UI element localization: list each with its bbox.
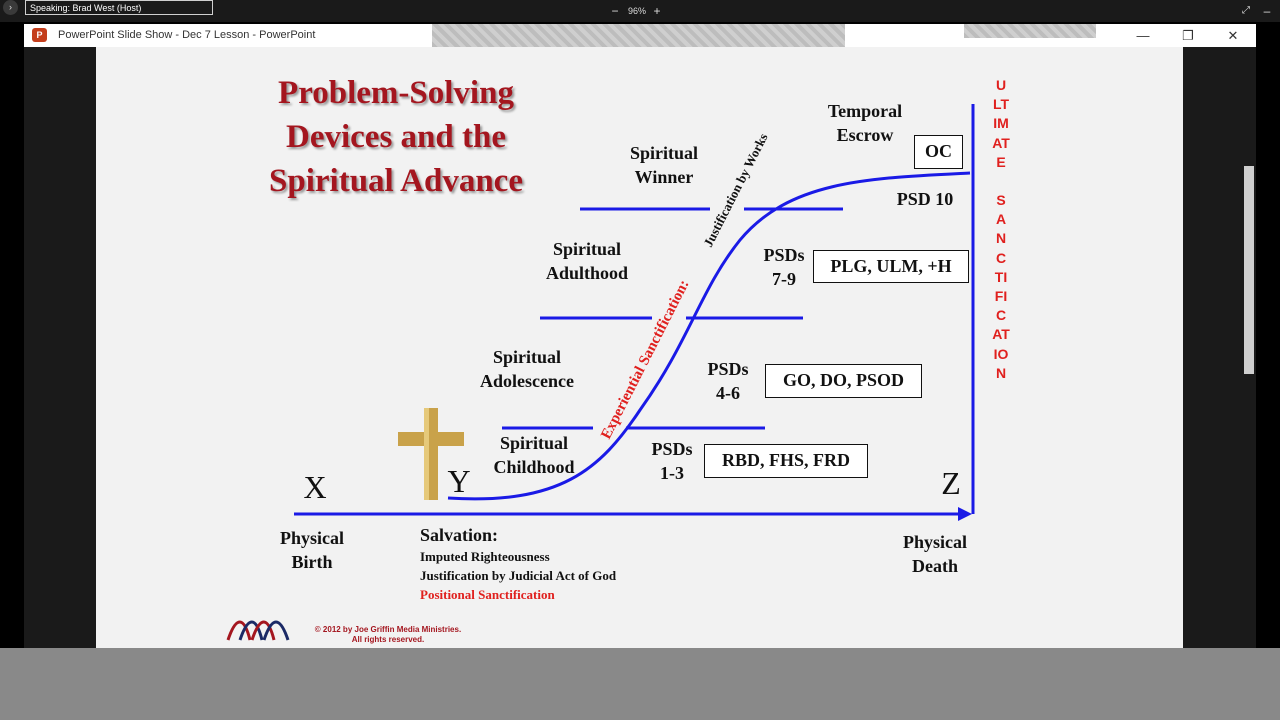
marker-y: Y [447, 463, 471, 499]
minimize-icon[interactable]: – [1263, 4, 1271, 18]
slide-title-line-2: Devices and the [286, 119, 506, 155]
marker-x: X [303, 469, 327, 505]
stage-adolescence-line-2: Adolescence [480, 371, 574, 391]
powerpoint-icon: P [32, 28, 47, 42]
copyright-notice [314, 625, 462, 645]
psd-box-4-6: GO, DO, PSOD [765, 364, 922, 398]
bottom-panel [0, 648, 1280, 720]
salvation-item-3: Positional Sanctification [420, 587, 555, 602]
psd-box-7-9: PLG, ULM, +H [813, 250, 969, 283]
psds-4-6-line-1: PSDs [707, 359, 749, 379]
window-restore-button[interactable]: ❐ [1182, 28, 1194, 43]
chevron-right-icon[interactable]: › [3, 0, 18, 15]
experiential-sanctification-label: Experiential Sanctification: [598, 277, 693, 442]
marker-z: Z [941, 465, 961, 501]
window-title: PowerPoint Slide Show - Dec 7 Lesson - PowerPoint [58, 29, 316, 41]
ultimate-sanctification-label [992, 76, 1010, 383]
zoom-in-button[interactable]: + [653, 4, 661, 18]
physical-death-line-2: Death [912, 556, 958, 576]
physical-birth-line-1: Physical [279, 528, 344, 548]
temporal-escrow-line-2: Escrow [836, 125, 894, 145]
physical-death-line-1: Physical [902, 532, 967, 552]
temporal-escrow-line-1: Temporal [827, 101, 903, 121]
psd-box-1-3: RBD, FHS, FRD [704, 444, 868, 478]
psds-7-9-line-1: PSDs [763, 245, 805, 265]
justification-by-works-label: Justification by Works [700, 130, 771, 250]
psds-4-6-line-2: 4-6 [716, 383, 740, 403]
salvation-item-2: Justification by Judicial Act of God [420, 568, 617, 583]
slide-title-line-3: Spiritual Advance [269, 163, 523, 199]
psd10-label: PSD 10 [896, 189, 954, 209]
copyright-line-1: © 2012 by Joe Griffin Media Ministries. [314, 625, 462, 634]
stage-winner-line-1: Spiritual [629, 143, 699, 163]
window-close-button[interactable]: ✕ [1227, 28, 1239, 43]
physical-birth-line-2: Birth [291, 552, 333, 572]
redacted-area [964, 24, 1096, 38]
sanctification-word: SANCTIFICATION [992, 192, 1010, 381]
window-minimize-button[interactable]: — [1136, 28, 1150, 43]
psds-7-9-line-2: 7-9 [772, 269, 796, 289]
zoom-out-button[interactable]: − [611, 4, 619, 18]
zoom-level: 96% [627, 6, 646, 16]
salvation-heading: Salvation: [420, 525, 499, 545]
stage-winner-line-2: Winner [634, 167, 694, 187]
stage-childhood-line-2: Childhood [493, 457, 575, 477]
stage-adulthood-line-2: Adulthood [545, 263, 629, 283]
active-speaker-label: Speaking: Brad West (Host) [25, 0, 213, 15]
ultimate-word: ULTIMATE [992, 77, 1010, 170]
expand-icon[interactable]: ⤢ [1242, 5, 1250, 16]
stage-adolescence-line-1: Spiritual [492, 347, 562, 367]
salvation-item-1: Imputed Righteousness [420, 549, 550, 564]
psds-1-3-line-1: PSDs [651, 439, 693, 459]
slide-letterbox-left [24, 47, 96, 648]
vertical-scrollbar[interactable] [1244, 166, 1254, 374]
copyright-line-2: All rights reserved. [351, 635, 425, 644]
oc-box: OC [914, 135, 963, 169]
slide-title-line-1: Problem-Solving [278, 75, 514, 111]
psds-1-3-line-2: 1-3 [660, 463, 684, 483]
stage-adulthood-line-1: Spiritual [552, 239, 622, 259]
stage-childhood-line-1: Spiritual [499, 433, 569, 453]
